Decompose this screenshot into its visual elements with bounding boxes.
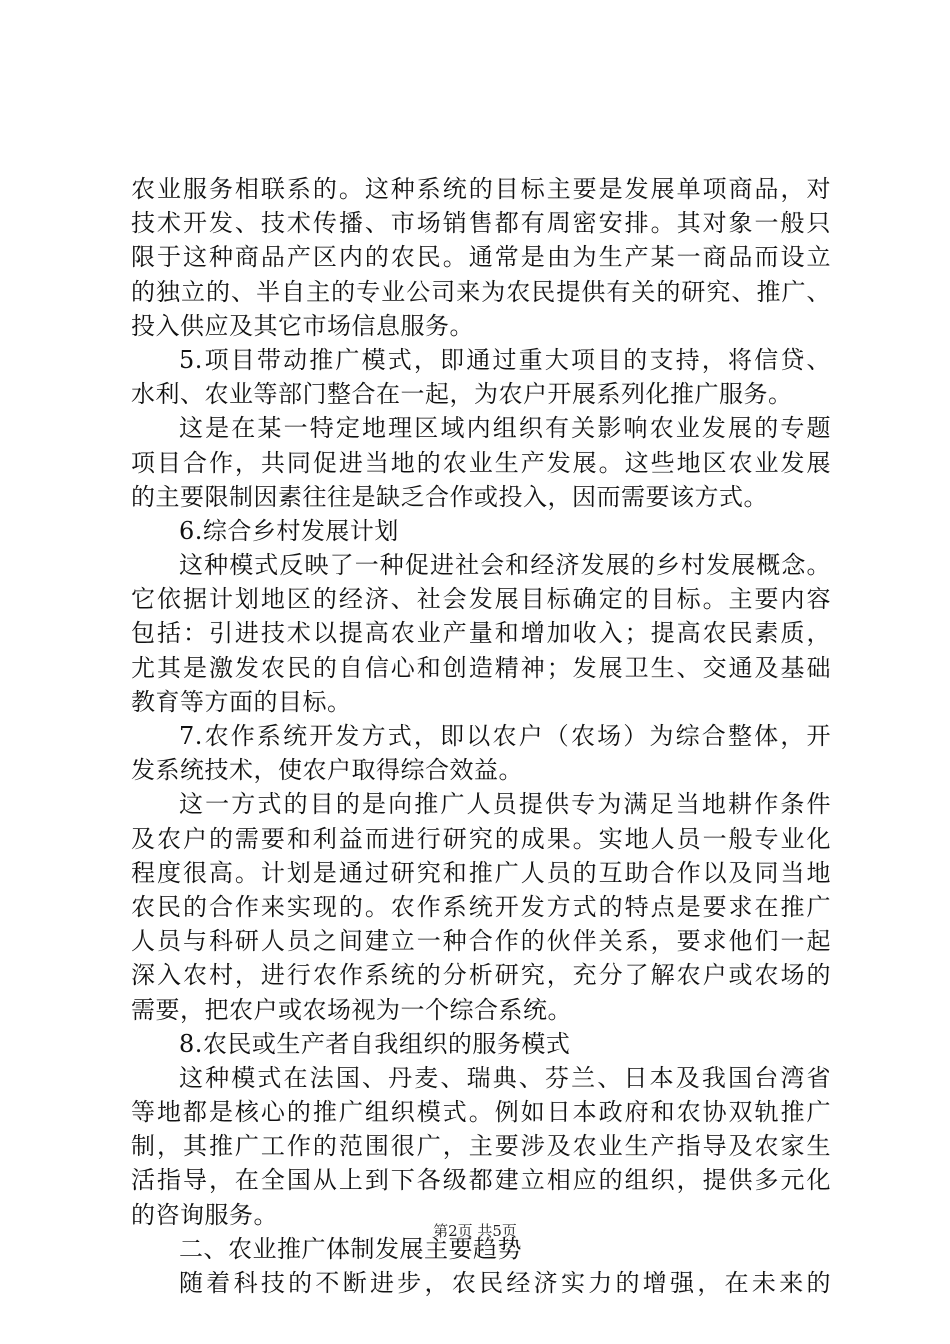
text-line: 这种模式在法国、丹麦、瑞典、芬兰、日本及我国台湾省: [179, 1063, 831, 1092]
text-line: 的独立的、半自主的专业公司来为农民提供有关的研究、推广、: [131, 277, 831, 306]
text-line: 它依据计划地区的经济、社会发展目标确定的目标。主要内容: [131, 585, 831, 614]
text-line: 限于这种商品产区内的农民。通常是由为生产某一商品而设立: [131, 243, 831, 272]
text-line: 5.项目带动推广模式，即通过重大项目的支持，将信贷、: [179, 345, 831, 374]
text-line: 尤其是激发农民的自信心和创造精神；发展卫生、交通及基础: [131, 653, 831, 682]
text-line: 的咨询服务。: [131, 1200, 278, 1229]
text-line: 等地都是核心的推广组织模式。例如日本政府和农协双轨推广: [131, 1098, 831, 1127]
text-line: 这一方式的目的是向推广人员提供专为满足当地耕作条件: [179, 790, 831, 819]
text-line: 7.农作系统开发方式，即以农户（农场）为综合整体，开: [179, 722, 831, 750]
text-line: 需要，把农户或农场视为一个综合系统。: [131, 995, 572, 1024]
text-line: 随着科技的不断进步，农民经济实力的增强，在未来的: [179, 1269, 831, 1297]
text-line: 及农户的需要和利益而进行研究的成果。实地人员一般专业化: [131, 824, 831, 853]
text-line: 这是在某一特定地理区域内组织有关影响农业发展的专题: [179, 414, 831, 443]
text-line: 项目合作，共同促进当地的农业生产发展。这些地区农业发展: [131, 448, 831, 477]
text-line: 8.农民或生产者自我组织的服务模式: [179, 1029, 571, 1058]
text-line: 深入农村，进行农作系统的分析研究，充分了解农户或农场的: [131, 961, 831, 990]
text-line: 制，其推广工作的范围很广，主要涉及农业生产指导及农家生: [131, 1132, 831, 1161]
text-line: 发系统技术，使农户取得综合效益。: [131, 756, 523, 785]
text-line: 人员与科研人员之间建立一种合作的伙伴关系，要求他们一起: [131, 927, 831, 956]
text-line: 程度很高。计划是通过研究和推广人员的互助合作以及同当地: [131, 858, 831, 887]
text-line: 投入供应及其它市场信息服务。: [131, 311, 474, 340]
text-line: 6.综合乡村发展计划: [179, 516, 399, 545]
text-line: 教育等方面的目标。: [131, 687, 352, 716]
text-line: 水利、农业等部门整合在一起，为农户开展系列化推广服务。: [131, 380, 793, 409]
text-line: 的主要限制因素往往是缺乏合作或投入，因而需要该方式。: [131, 482, 768, 511]
text-line: 活指导，在全国从上到下各级都建立相应的组织，提供多元化: [131, 1166, 831, 1195]
text-line: 农业服务相联系的。这种系统的目标主要是发展单项商品，对: [131, 175, 831, 203]
page-footer: 第2页 共5页: [433, 1222, 517, 1240]
document-body: [131, 172, 831, 1300]
text-line: 农民的合作来实现的。农作系统开发方式的特点是要求在推广: [131, 892, 831, 921]
text-line: 技术开发、技术传播、市场销售都有周密安排。其对象一般只: [131, 209, 831, 238]
text-line: 包括：引进技术以提高农业产量和增加收入；提高农民素质，: [131, 619, 831, 648]
text-line: 二、农业推广体制发展主要趋势: [179, 1234, 522, 1263]
text-line: 这种模式反映了一种促进社会和经济发展的乡村发展概念。: [179, 551, 831, 580]
